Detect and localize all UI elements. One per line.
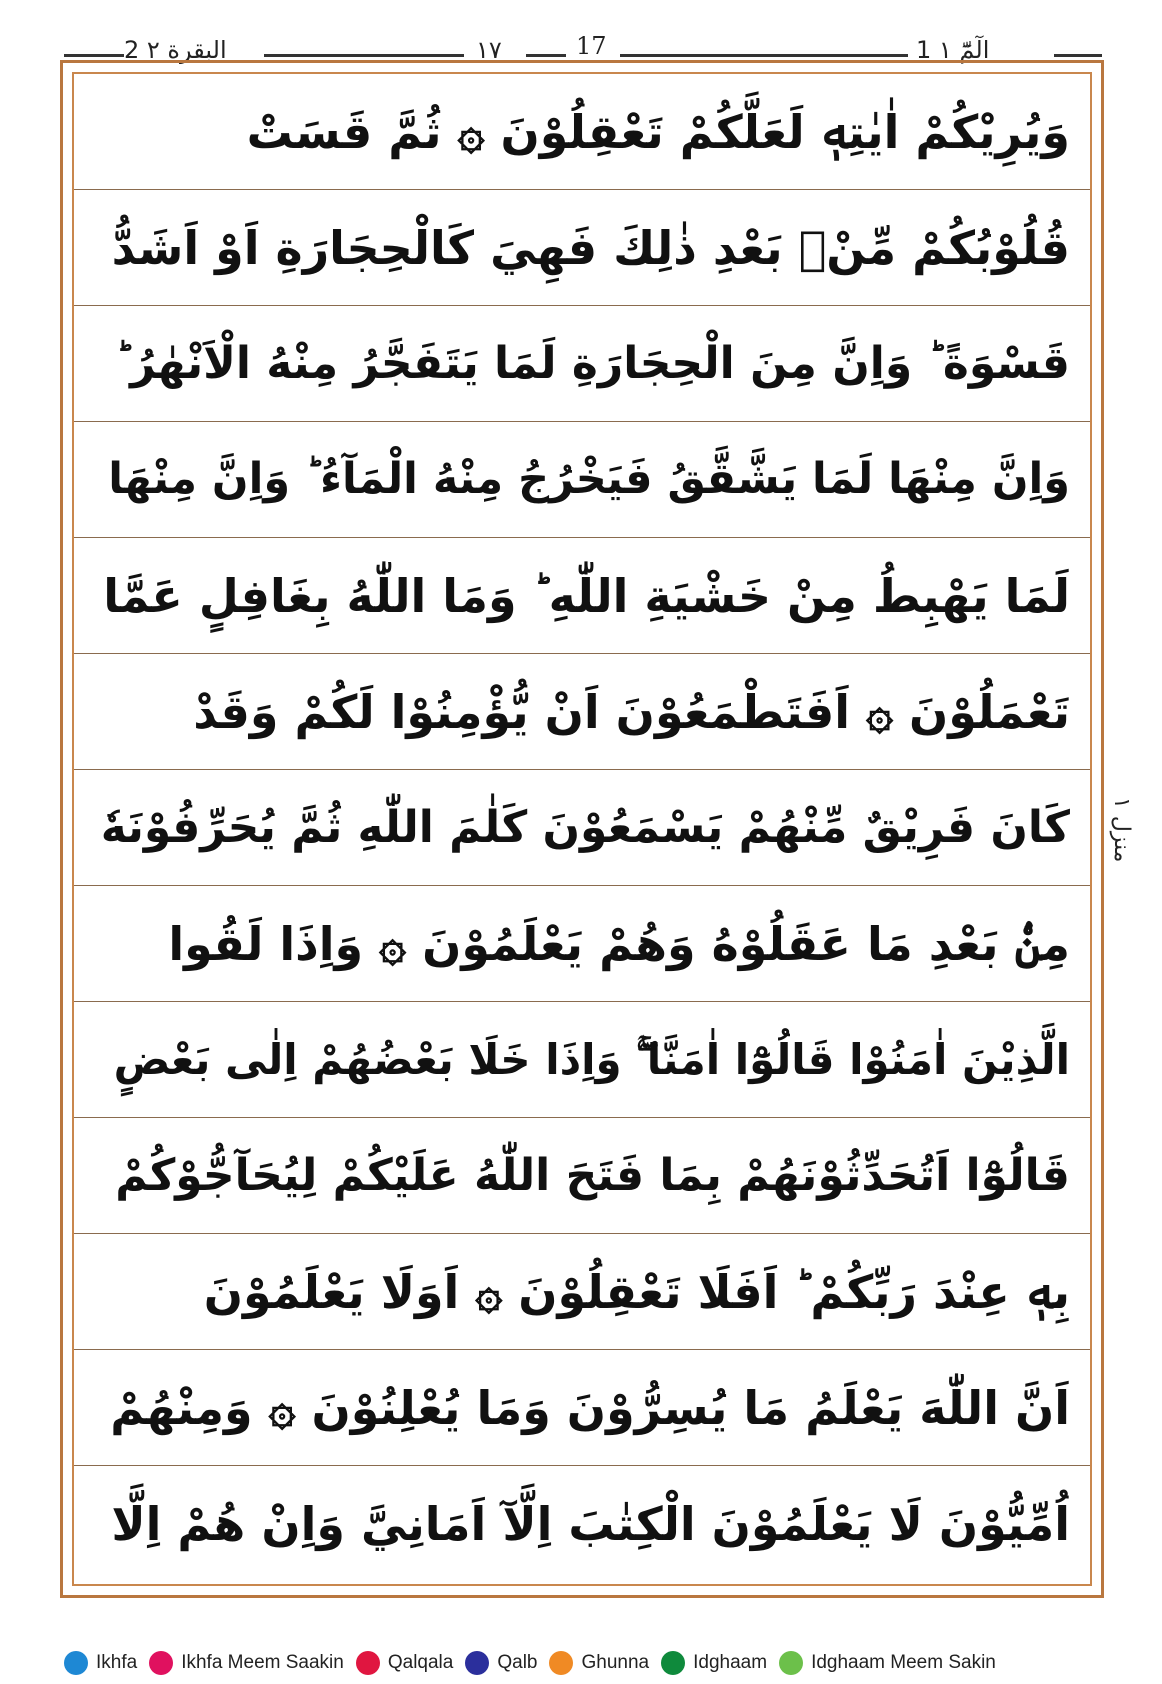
- line-text: قَسْوَةً ؕ وَاِنَّ مِنَ الْحِجَارَةِ لَمَا يَتَفَجَّرُ مِنْهُ الْاَنْهٰرُ ؕ: [114, 337, 1070, 389]
- legend-label: Ikhfa: [96, 1652, 138, 1673]
- surah-name: 2 البقرة ۲: [124, 36, 227, 64]
- line-text: مِنْۢ بَعْدِ مَا عَقَلُوْهُ وَهُمْ يَعْلَمُوْنَ ۞ وَاِذَا لَقُوا: [168, 916, 1070, 971]
- header-rule: [64, 54, 124, 57]
- text-line: [74, 1350, 1090, 1466]
- legend-item-ikhfa: [64, 1651, 137, 1675]
- legend-label: Qalb: [497, 1652, 538, 1673]
- line-text: تَعْمَلُوْنَ ۞ اَفَتَطْمَعُوْنَ اَنْ يُّؤْمِنُوْا لَكُمْ وَقَدْ: [193, 684, 1070, 739]
- ikhfa-dot-icon: [64, 1651, 88, 1675]
- legend-item-qalb: [465, 1651, 537, 1675]
- quran-text-body: [74, 74, 1090, 1584]
- line-text: الَّذِيْنَ اٰمَنُوْا قَالُوْٓا اٰمَنَّا ۚۖ وَاِذَا خَلَا بَعْضُهُمْ اِلٰى بَعْضٍ: [113, 1034, 1070, 1084]
- legend-item-idghaam: [661, 1651, 767, 1675]
- idghaam-meem-sakin-dot-icon: [779, 1651, 803, 1675]
- line-text: بِهٖ عِنْدَ رَبِّكُمْ ؕ اَفَلَا تَعْقِلُوْنَ ۞ اَوَلَا يَعْلَمُوْنَ: [203, 1264, 1070, 1319]
- line-text: وَاِنَّ مِنْهَا لَمَا يَشَّقَّقُ فَيَخْرُجُ مِنْهُ الْمَآءُ ؕ وَاِنَّ مِنْهَا: [108, 454, 1070, 504]
- legend-label: Idghaam: [693, 1652, 768, 1673]
- line-text: لَمَا يَهْبِطُ مِنْ خَشْيَةِ اللّٰهِ ؕ وَمَا اللّٰهُ بِغَافِلٍ عَمَّا: [103, 568, 1070, 623]
- text-line: [74, 306, 1090, 422]
- juz-name: 1 الٓمّٓ ۱: [916, 36, 990, 64]
- line-text: اُمِّيُّوْنَ لَا يَعْلَمُوْنَ الْكِتٰبَ اِلَّآ اَمَانِيَّ وَاِنْ هُمْ اِلَّا: [111, 1497, 1070, 1551]
- legend-item-ghunna: [549, 1651, 649, 1675]
- page-number: 17: [576, 32, 607, 60]
- text-line: [74, 1234, 1090, 1350]
- legend-item-ikhfa-meem-saakin: [149, 1651, 344, 1675]
- line-text: كَانَ فَرِيْقٌ مِّنْهُمْ يَسْمَعُوْنَ كَلٰمَ اللّٰهِ ثُمَّ يُحَرِّفُوْنَهٗ: [100, 801, 1070, 853]
- header-rule: [526, 54, 566, 57]
- header-rule: [620, 54, 908, 57]
- text-line: [74, 886, 1090, 1002]
- line-text: قَالُوْٓا اَتُحَدِّثُوْنَهُمْ بِمَا فَتَحَ اللّٰهُ عَلَيْكُمْ لِيُحَآجُّوْكُمْ: [115, 1149, 1070, 1201]
- text-line: [74, 1466, 1090, 1582]
- header-rule: [1054, 54, 1102, 57]
- tajweed-legend: [64, 1650, 1124, 1676]
- text-line: [74, 74, 1090, 190]
- text-line: [74, 422, 1090, 538]
- ghunna-dot-icon: [549, 1651, 573, 1675]
- legend-label: Ghunna: [581, 1652, 650, 1673]
- text-line: [74, 770, 1090, 886]
- qalb-dot-icon: [465, 1651, 489, 1675]
- legend-label: Ikhfa Meem Saakin: [181, 1652, 344, 1673]
- manzil-label: منزل ۱: [1109, 797, 1134, 863]
- line-text: قُلُوْبُكُمْ مِّنْۢ بَعْدِ ذٰلِكَ فَهِيَ كَالْحِجَارَةِ اَوْ اَشَدُّ: [111, 220, 1070, 275]
- text-line: [74, 1118, 1090, 1234]
- line-text: اَنَّ اللّٰهَ يَعْلَمُ مَا يُسِرُّوْنَ وَمَا يُعْلِنُوْنَ ۞ وَمِنْهُمْ: [110, 1380, 1070, 1435]
- idghaam-dot-icon: [661, 1651, 685, 1675]
- text-line: [74, 654, 1090, 770]
- line-text: وَيُرِيْكُمْ اٰيٰتِهٖ لَعَلَّكُمْ تَعْقِلُوْنَ ۞ ثُمَّ قَسَتْ: [246, 104, 1070, 159]
- text-line: [74, 190, 1090, 306]
- qalqala-dot-icon: [356, 1651, 380, 1675]
- text-line: [74, 538, 1090, 654]
- ikhfa-meem-saakin-dot-icon: [149, 1651, 173, 1675]
- header-rule: [264, 54, 464, 57]
- legend-label: Qalqala: [387, 1652, 454, 1673]
- text-line: [74, 1002, 1090, 1118]
- legend-label: Idghaam Meem Sakin: [811, 1652, 996, 1673]
- legend-item-idghaam-meem-sakin: [779, 1651, 996, 1675]
- page-number-arabic: ۱۷: [476, 36, 502, 64]
- legend-item-qalqala: [356, 1651, 454, 1675]
